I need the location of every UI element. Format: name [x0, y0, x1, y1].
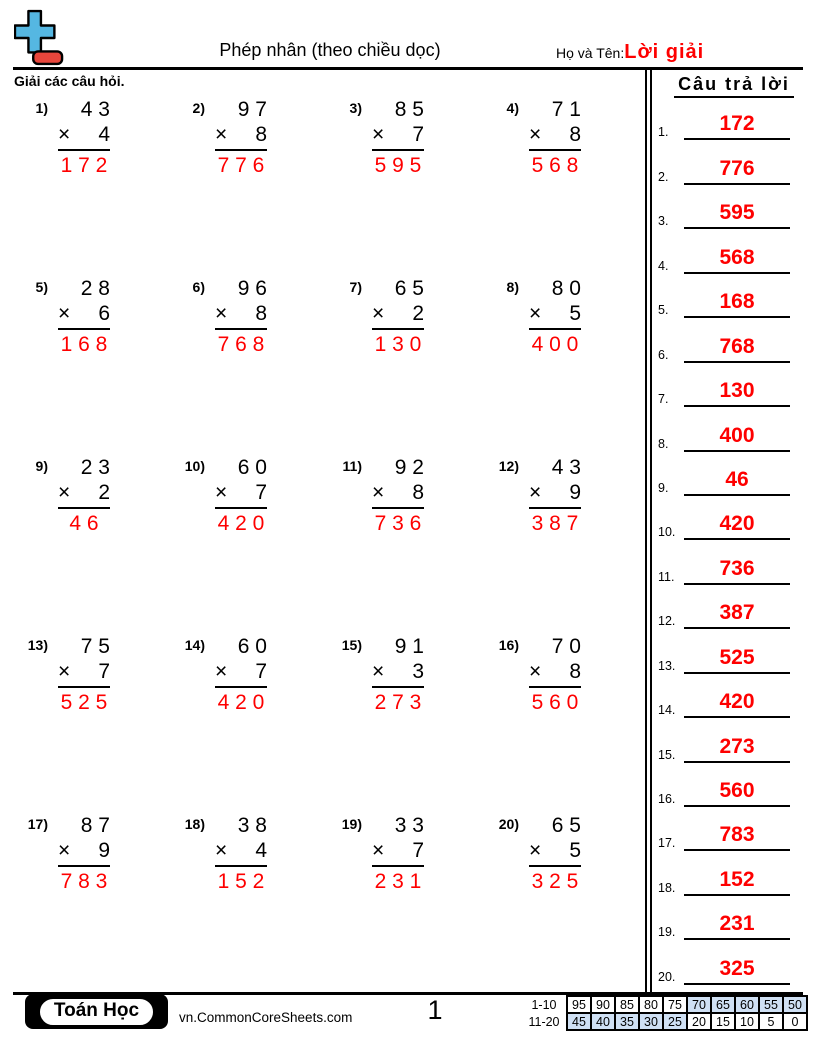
- multiplier: 2: [412, 302, 424, 326]
- score-row-label: 1-10: [531, 997, 557, 1012]
- multiplier: 4: [98, 123, 110, 147]
- score-cell: 90: [591, 996, 615, 1013]
- multiplier-row: [215, 659, 267, 688]
- name-value: Lời giải: [624, 41, 705, 63]
- problem-3: [328, 97, 485, 276]
- multiply-icon: ×: [529, 839, 542, 863]
- score-cell: 65: [711, 996, 735, 1013]
- problem-work: [372, 813, 424, 895]
- problem-answer: 2 7 3: [374, 691, 422, 715]
- multiplier-row: [215, 480, 267, 509]
- score-cell: 20: [687, 1013, 711, 1030]
- multiplier-row: [372, 480, 424, 509]
- problem-12: [485, 455, 642, 634]
- answer-column: [645, 70, 816, 993]
- score-cell: 50: [783, 996, 807, 1013]
- multiplier-row: [372, 122, 424, 151]
- multiplicand: 8 5: [394, 98, 424, 121]
- answer-value: 595: [719, 201, 755, 225]
- answer-number: 7.: [658, 392, 669, 407]
- problem-number: 16): [498, 637, 519, 653]
- answer-value: 46: [725, 467, 749, 491]
- answer-number: 3.: [658, 214, 669, 229]
- answer-value: 776: [719, 156, 755, 180]
- problem-answer: 3 8 7: [531, 512, 579, 536]
- multiplicand: 8 0: [551, 277, 581, 300]
- answer-number: 14.: [658, 703, 676, 718]
- problem-number: 3): [349, 100, 362, 116]
- answer-blank: [684, 780, 790, 807]
- problem-17: [14, 813, 171, 992]
- answer-blank: [684, 736, 790, 763]
- answer-value: 560: [719, 779, 755, 802]
- multiplicand: 3 8: [237, 814, 267, 837]
- multiplier: 7: [255, 660, 267, 684]
- problem-answer: 1 5 2: [217, 870, 265, 894]
- problem-work: [215, 813, 267, 895]
- multiplier-row: [215, 838, 267, 867]
- problem-work: [215, 276, 267, 358]
- multiply-icon: ×: [529, 123, 542, 147]
- multiply-icon: ×: [58, 839, 71, 863]
- answer-value: 768: [719, 334, 755, 358]
- answer-number: 12.: [658, 614, 676, 629]
- answer-item-10: [652, 496, 816, 540]
- problem-number: 17): [27, 816, 48, 832]
- problem-number: 19): [341, 816, 362, 832]
- problem-number: 15): [341, 637, 362, 653]
- multiplicand: 7 0: [551, 635, 581, 658]
- multiplier: 2: [98, 481, 110, 505]
- score-cell: 55: [759, 996, 783, 1013]
- multiply-icon: ×: [372, 481, 385, 505]
- answer-value: 325: [719, 956, 755, 980]
- name-label: Họ và Tên:: [556, 45, 625, 61]
- answer-blank: [684, 513, 790, 540]
- answer-item-18: [652, 851, 816, 895]
- answer-item-20: [652, 940, 816, 984]
- multiplicand: 9 1: [394, 635, 424, 658]
- problem-number: 2): [192, 100, 205, 116]
- problem-number: 9): [35, 458, 48, 474]
- multiplier-row: [529, 838, 581, 867]
- answer-item-6: [652, 318, 816, 362]
- problem-2: [171, 97, 328, 276]
- multiplier-row: [58, 301, 110, 330]
- answer-blank: [684, 824, 790, 851]
- problem-15: [328, 634, 485, 813]
- multiplicand: 8 7: [80, 814, 110, 837]
- answer-item-12: [652, 585, 816, 629]
- problem-work: [529, 813, 581, 895]
- problem-7: [328, 276, 485, 455]
- subject-badge-label: Toán Học: [37, 996, 156, 1028]
- multiplier-row: [529, 480, 581, 509]
- score-cell: 85: [615, 996, 639, 1013]
- answer-value: 152: [719, 867, 755, 891]
- problem-number: 18): [184, 816, 205, 832]
- problem-number: 20): [498, 816, 519, 832]
- answer-item-1: [652, 96, 816, 140]
- problem-answer: 5 6 8: [531, 154, 579, 178]
- score-cell: 45: [567, 1013, 591, 1030]
- answer-item-4: [652, 229, 816, 273]
- answer-blank: [684, 247, 790, 274]
- problems-grid: [14, 97, 642, 992]
- problem-answer: 2 3 1: [374, 870, 422, 894]
- answer-number: 15.: [658, 747, 676, 762]
- answer-blank: [684, 158, 790, 185]
- multiplier-row: [215, 301, 267, 330]
- multiply-icon: ×: [529, 481, 542, 505]
- multiplier-row: [58, 480, 110, 509]
- multiplier: 8: [569, 123, 581, 147]
- multiplier: 7: [412, 123, 424, 147]
- multiply-icon: ×: [215, 302, 228, 326]
- problem-work: [58, 276, 110, 358]
- problem-5: [14, 276, 171, 455]
- answer-blank: [684, 913, 790, 940]
- answer-number: 19.: [658, 925, 676, 940]
- problem-number: 13): [27, 637, 48, 653]
- problem-work: [372, 455, 424, 537]
- answer-item-13: [652, 629, 816, 673]
- problem-work: [372, 634, 424, 716]
- problem-work: [529, 455, 581, 537]
- answer-item-9: [652, 452, 816, 496]
- problem-work: [372, 97, 424, 179]
- answer-item-8: [652, 407, 816, 451]
- multiplicand: 7 1: [551, 98, 581, 121]
- answer-value: 400: [719, 423, 755, 447]
- answer-number: 18.: [658, 880, 676, 895]
- score-row-label: 11-20: [528, 1014, 560, 1029]
- answer-blank: [684, 113, 790, 140]
- problem-work: [529, 97, 581, 179]
- problem-answer: 1 6 8: [60, 333, 108, 357]
- page-title: Phép nhân (theo chiều dọc): [219, 40, 441, 60]
- score-cell: 15: [711, 1013, 735, 1030]
- problem-answer: 4 2 0: [217, 691, 265, 715]
- answer-blank: [684, 647, 790, 674]
- multiplier: 5: [569, 839, 581, 863]
- multiply-icon: ×: [215, 481, 228, 505]
- multiplier: 8: [412, 481, 424, 505]
- problem-number: 8): [506, 279, 519, 295]
- multiplicand: 9 6: [237, 277, 267, 300]
- problem-answer: 3 2 5: [531, 870, 579, 894]
- answer-number: 5.: [658, 303, 669, 318]
- answer-value: 736: [719, 556, 755, 580]
- problem-number: 11): [342, 458, 362, 474]
- answer-number: 17.: [658, 836, 676, 851]
- problem-1: [14, 97, 171, 276]
- problem-4: [485, 97, 642, 276]
- multiplier: 4: [255, 839, 267, 863]
- problem-work: [58, 813, 110, 895]
- score-table: [527, 995, 808, 1031]
- multiplier: 3: [412, 660, 424, 684]
- score-cell: 30: [639, 1013, 663, 1030]
- multiplicand: 6 5: [394, 277, 424, 300]
- answer-blank: [684, 691, 790, 718]
- multiply-icon: ×: [58, 660, 71, 684]
- answers-list: [652, 96, 816, 985]
- multiplicand: 4 3: [80, 98, 110, 121]
- multiplier: 8: [569, 660, 581, 684]
- score-cell: 60: [735, 996, 759, 1013]
- score-cell: 70: [687, 996, 711, 1013]
- answer-value: 525: [719, 645, 755, 669]
- score-table-body: [527, 996, 807, 1030]
- answer-number: 16.: [658, 792, 676, 806]
- answer-value: 387: [719, 601, 755, 625]
- problem-number: 12): [498, 458, 519, 474]
- instructions-text: Giải các câu hỏi.: [14, 73, 125, 89]
- problem-answer: 7 7 6: [217, 154, 265, 178]
- multiplier: 7: [98, 660, 110, 684]
- score-cell: 35: [615, 1013, 639, 1030]
- answer-number: 1.: [658, 125, 669, 140]
- answer-item-19: [652, 896, 816, 940]
- answer-number: 10.: [658, 525, 676, 540]
- multiplicand: 7 5: [80, 635, 110, 658]
- score-cell: 10: [735, 1013, 759, 1030]
- multiplier-row: [529, 659, 581, 688]
- problem-answer: 4 0 0: [531, 333, 579, 357]
- page-number: 1: [427, 995, 443, 1025]
- multiply-icon: ×: [372, 123, 385, 147]
- answer-value: 130: [719, 379, 755, 403]
- multiply-icon: ×: [215, 839, 228, 863]
- multiplier-row: [529, 122, 581, 151]
- problem-10: [171, 455, 328, 634]
- problem-18: [171, 813, 328, 992]
- answer-blank: [684, 558, 790, 585]
- problem-number: 10): [184, 458, 205, 474]
- problem-answer: 5 2 5: [60, 691, 108, 715]
- multiply-icon: ×: [215, 660, 228, 684]
- problem-work: [529, 634, 581, 716]
- multiplier: 5: [569, 302, 581, 326]
- problem-8: [485, 276, 642, 455]
- answer-value: 783: [719, 823, 755, 847]
- answer-item-7: [652, 363, 816, 407]
- multiplicand: 9 7: [237, 98, 267, 121]
- answer-item-16: [652, 763, 816, 807]
- multiplicand: 2 3: [80, 456, 110, 479]
- answer-number: 20.: [658, 969, 676, 984]
- problem-14: [171, 634, 328, 813]
- answer-blank: [684, 380, 790, 407]
- answer-number: 4.: [658, 258, 669, 273]
- problem-answer: 5 6 0: [531, 691, 579, 715]
- multiplier-row: [215, 122, 267, 151]
- multiplier-row: [58, 838, 110, 867]
- problem-number: 14): [184, 637, 205, 653]
- multiplier-row: [58, 122, 110, 151]
- problem-work: [58, 634, 110, 716]
- problem-6: [171, 276, 328, 455]
- multiply-icon: ×: [529, 660, 542, 684]
- multiplier: 9: [569, 481, 581, 505]
- score-row-1: [527, 996, 807, 1013]
- multiplicand: 2 8: [80, 277, 110, 300]
- answer-number: 2.: [658, 169, 669, 184]
- problem-answer: 7 8 3: [60, 870, 108, 894]
- multiplier: 8: [255, 123, 267, 147]
- answer-value: 420: [719, 512, 755, 536]
- subject-badge: [25, 994, 168, 1029]
- multiplier-row: [529, 301, 581, 330]
- score-cell: 75: [663, 996, 687, 1013]
- score-cell: 5: [759, 1013, 783, 1030]
- problem-answer: 7 3 6: [374, 512, 422, 536]
- score-cell: 0: [783, 1013, 807, 1030]
- score-cell: 25: [663, 1013, 687, 1030]
- multiplier-row: [58, 659, 110, 688]
- name-field: [556, 41, 704, 64]
- answer-value: 168: [719, 290, 755, 314]
- answer-number: 9.: [658, 480, 669, 495]
- multiplicand: 9 2: [394, 456, 424, 479]
- answer-blank: [684, 202, 790, 229]
- multiply-icon: ×: [58, 123, 71, 147]
- multiplicand: 6 0: [237, 635, 267, 658]
- problem-number: 5): [35, 279, 48, 295]
- problem-number: 6): [192, 279, 205, 295]
- multiply-icon: ×: [58, 302, 71, 326]
- multiply-icon: ×: [215, 123, 228, 147]
- problem-answer: 1 3 0: [374, 333, 422, 357]
- answer-value: 568: [719, 245, 755, 269]
- answer-blank: [684, 336, 790, 363]
- multiplicand: 4 3: [551, 456, 581, 479]
- answer-blank: [684, 469, 790, 496]
- problem-work: [215, 455, 267, 537]
- answer-value: 273: [719, 734, 755, 758]
- answer-number: 8.: [658, 436, 669, 451]
- answer-number: 6.: [658, 347, 669, 362]
- answer-blank: [684, 425, 790, 452]
- answer-item-15: [652, 718, 816, 762]
- problem-answer: 4 6: [69, 512, 99, 536]
- multiplier-row: [372, 659, 424, 688]
- multiplier: 7: [255, 481, 267, 505]
- answer-blank: [684, 291, 790, 318]
- problem-20: [485, 813, 642, 992]
- multiplier-row: [372, 838, 424, 867]
- multiply-icon: ×: [372, 302, 385, 326]
- multiplier: 8: [255, 302, 267, 326]
- answer-number: 11.: [658, 569, 675, 584]
- answer-blank: [684, 958, 790, 985]
- score-cell: 80: [639, 996, 663, 1013]
- problem-number: 7): [349, 279, 362, 295]
- problem-19: [328, 813, 485, 992]
- problem-answer: 4 2 0: [217, 512, 265, 536]
- problem-number: 1): [35, 100, 48, 116]
- problem-answer: 5 9 5: [374, 154, 422, 178]
- multiplier: 7: [412, 839, 424, 863]
- answer-blank: [684, 602, 790, 629]
- multiplier-row: [372, 301, 424, 330]
- answer-item-17: [652, 807, 816, 851]
- answer-value: 231: [719, 912, 755, 936]
- problem-work: [372, 276, 424, 358]
- multiply-icon: ×: [372, 660, 385, 684]
- problem-13: [14, 634, 171, 813]
- answer-item-3: [652, 185, 816, 229]
- score-cell: 40: [591, 1013, 615, 1030]
- problem-16: [485, 634, 642, 813]
- problem-number: 4): [506, 100, 519, 116]
- problem-work: [215, 634, 267, 716]
- problem-answer: 7 6 8: [217, 333, 265, 357]
- site-url: vn.CommonCoreSheets.com: [179, 1010, 353, 1025]
- multiplicand: 3 3: [394, 814, 424, 837]
- score-cell: 95: [567, 996, 591, 1013]
- answer-item-2: [652, 140, 816, 184]
- score-row-2: [527, 1013, 807, 1030]
- answer-column-title: Câu trả lời: [674, 74, 794, 98]
- problem-9: [14, 455, 171, 634]
- plus-minus-logo-icon: [14, 8, 64, 68]
- multiply-icon: ×: [529, 302, 542, 326]
- problem-11: [328, 455, 485, 634]
- problem-work: [58, 97, 110, 179]
- answer-value: 420: [719, 690, 755, 714]
- problem-answer: 1 7 2: [60, 154, 108, 178]
- multiplicand: 6 5: [551, 814, 581, 837]
- answer-item-11: [652, 540, 816, 584]
- answer-blank: [684, 869, 790, 896]
- answer-item-14: [652, 674, 816, 718]
- problem-work: [529, 276, 581, 358]
- problem-work: [58, 455, 110, 537]
- multiplier: 6: [98, 302, 110, 326]
- answer-value: 172: [719, 112, 755, 136]
- multiplier: 9: [98, 839, 110, 863]
- multiplicand: 6 0: [237, 456, 267, 479]
- problem-work: [215, 97, 267, 179]
- answer-item-5: [652, 274, 816, 318]
- answer-number: 13.: [658, 658, 676, 673]
- multiply-icon: ×: [58, 481, 71, 505]
- multiply-icon: ×: [372, 839, 385, 863]
